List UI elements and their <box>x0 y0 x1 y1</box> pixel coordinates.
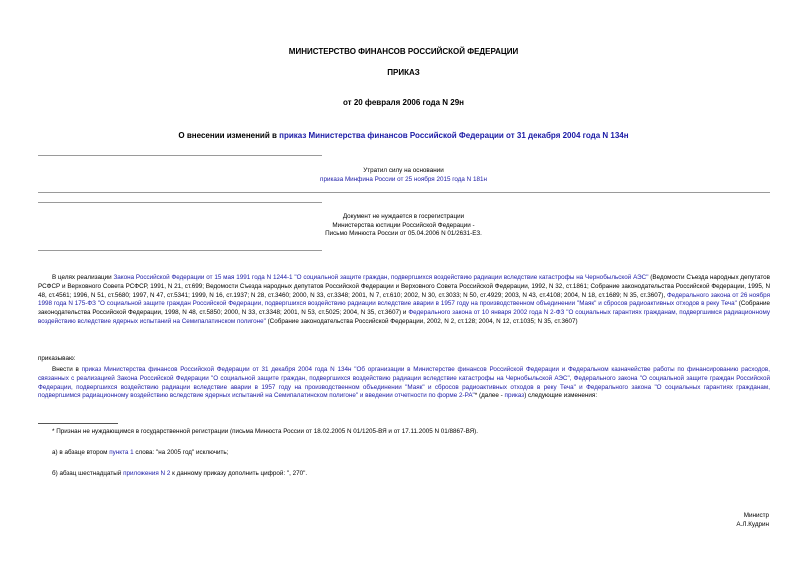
law-link-175-fz[interactable]: Федерального закона от 26 ноября 1998 года N 175-ФЗ "О социальной защите граждан Российской Федерации, подвергшихся воздействию радиации вследствие аварии в 1957 году на производственном объединении "Маяк" и сбросов радиоактивных отходов в реку Теча" <box>38 291 770 308</box>
law-link-1244-1[interactable]: Закона Российской Федерации от 15 мая 1991 года N 1244-1 "О социальной защите граждан, подвергшихся воздействию радиации вследствие катастрофы на Чернобыльской АЭС" <box>113 274 649 281</box>
ministry-heading: МИНИСТЕРСТВО ФИНАНСОВ РОССИЙСКОЙ ФЕДЕРАЦИИ <box>288 47 519 56</box>
item-text: б) абзац шестнадцатый <box>52 470 124 477</box>
signature-block <box>736 512 769 529</box>
item-text: слова: "на 2005 год" исключить; <box>133 449 229 456</box>
item-text: к данному приказу дополнить цифрой: ", 270". <box>170 470 308 477</box>
paragraph-preamble <box>38 274 770 327</box>
law-link-2-fz[interactable]: Федерального закона от 10 января 2002 года N 2-ФЗ "О социальных гарантиях гражданам, подвергшимся радиационному воздействию вследствие ядерных испытаний на Семипалатинском полигоне" <box>38 309 770 325</box>
paragraph-amendment <box>38 366 770 401</box>
title-link[interactable]: приказ Министерства финансов Российской Федерации от 31 декабря 2004 года N 134н <box>279 131 629 140</box>
paragraph-text: ) следующие изменения: <box>524 392 598 400</box>
paragraph-text: В целях реализации <box>52 274 114 281</box>
item-text: а) в абзаце втором <box>52 449 110 456</box>
separator-line <box>38 202 322 203</box>
order-short-link[interactable]: приказ <box>504 392 525 400</box>
paragraph-text: * (далее - <box>474 392 505 400</box>
separator-line <box>38 192 770 193</box>
item-a <box>52 449 228 458</box>
signature-name: А.Л.Кудрин <box>736 520 769 528</box>
order-word: приказываю: <box>38 355 76 362</box>
item-b <box>52 470 307 479</box>
status-note-link[interactable]: приказа Минфина России от 25 ноября 2015 года N 181н <box>320 175 487 183</box>
status-note-line: Утратил силу на основании <box>363 167 444 174</box>
registration-note-line: Министерства юстиции Российской Федерации - <box>332 221 475 229</box>
item-a-link[interactable]: пункта 1 <box>109 449 134 456</box>
date-number: от 20 февраля 2006 года N 29н <box>342 98 465 107</box>
status-note <box>300 167 507 184</box>
separator-line <box>38 250 322 251</box>
doc-type: ПРИКАЗ <box>387 68 420 77</box>
paragraph-text: (Собрание законодательства Российской Федерации, 2002, N 2, ст.128; 2004, N 12, ст.1035; N 35, ст.3607) <box>265 317 578 325</box>
paragraph-text: (Собрание законодательства Российской Федерации, 1998, N 48, ст.5850; 2000, N 33, ст.3348; 2001, N 53, ст.5025; 2004, N 35, ст.3607) и <box>38 300 770 317</box>
registration-note <box>300 213 507 239</box>
title-prefix: О внесении изменений в <box>178 131 280 140</box>
registration-note-line: Документ не нуждается в госрегистрации <box>342 213 465 220</box>
registration-note-line: Письмо Минюста России от 05.04.2006 N 01/2631-ЕЗ. <box>325 230 482 238</box>
footnote: * Признан не нуждающимся в государственной регистрации (письма Минюста России от 18.02.2005 N 01/1205-ВЯ и от 17.11.2005 N 01/8867-ВЯ). <box>52 428 479 435</box>
signature-position: Министр <box>743 512 769 519</box>
item-b-link[interactable]: приложения N 2 <box>123 470 171 477</box>
order-link-134n[interactable]: приказ Министерства финансов Российской Федерации от 31 декабря 2004 года N 134н "Об организации в Министерстве финансов Российской Федерации и Федеральном казначействе работы по финансированию расходов, связанных с реализацией Закона Российской Федерации "О социальной защите граждан, подвергшихся воздействию радиации вследствие катастрофы на Чернобыльской АЭС", Федерального закона "О социальной защите граждан Российской Федерации, подвергшихся воздействию радиации вследствие аварии в 1957 году на производственном объединении "Маяк" и сбросов радиоактивных отходов в реку Теча" и Федерального закона "О социальных гарантиях гражданам, подвергшимся радиационному воздействию вследствие ядерных испытаний на Семипалатинском полигоне" и введении отчетности по форме 2-РА" <box>38 366 770 400</box>
paragraph-text: (Ведомости Съезда народных депутатов РСФСР и Верховного Совета РСФСР, 1991, N 21, ст.699; Ведомости Съезда народных депутатов Российской Федерации и Верховного Совета Российской Федерации, 1992, N 32, ст.1861; Собрание законодательства Российской Федерации, 1995, N 48, ст.4561; 1996, N 51, ст.5680; 1997, N 47, ст.5341; 1999, N 16, ст.1937; N 28, ст.3460; 2000, N 33, ст.3348; 2001, N 7, ст.610; 2002, N 30, ст.3033; N 50, ст.4929; 2003, N 43, ст.4108; 2004, N 18, ст.1689; N 35, ст.3607), <box>38 274 770 299</box>
separator-line <box>38 155 322 156</box>
paragraph-text: Внести в <box>52 366 82 373</box>
footnote-separator <box>38 423 118 424</box>
document-title <box>0 131 807 140</box>
